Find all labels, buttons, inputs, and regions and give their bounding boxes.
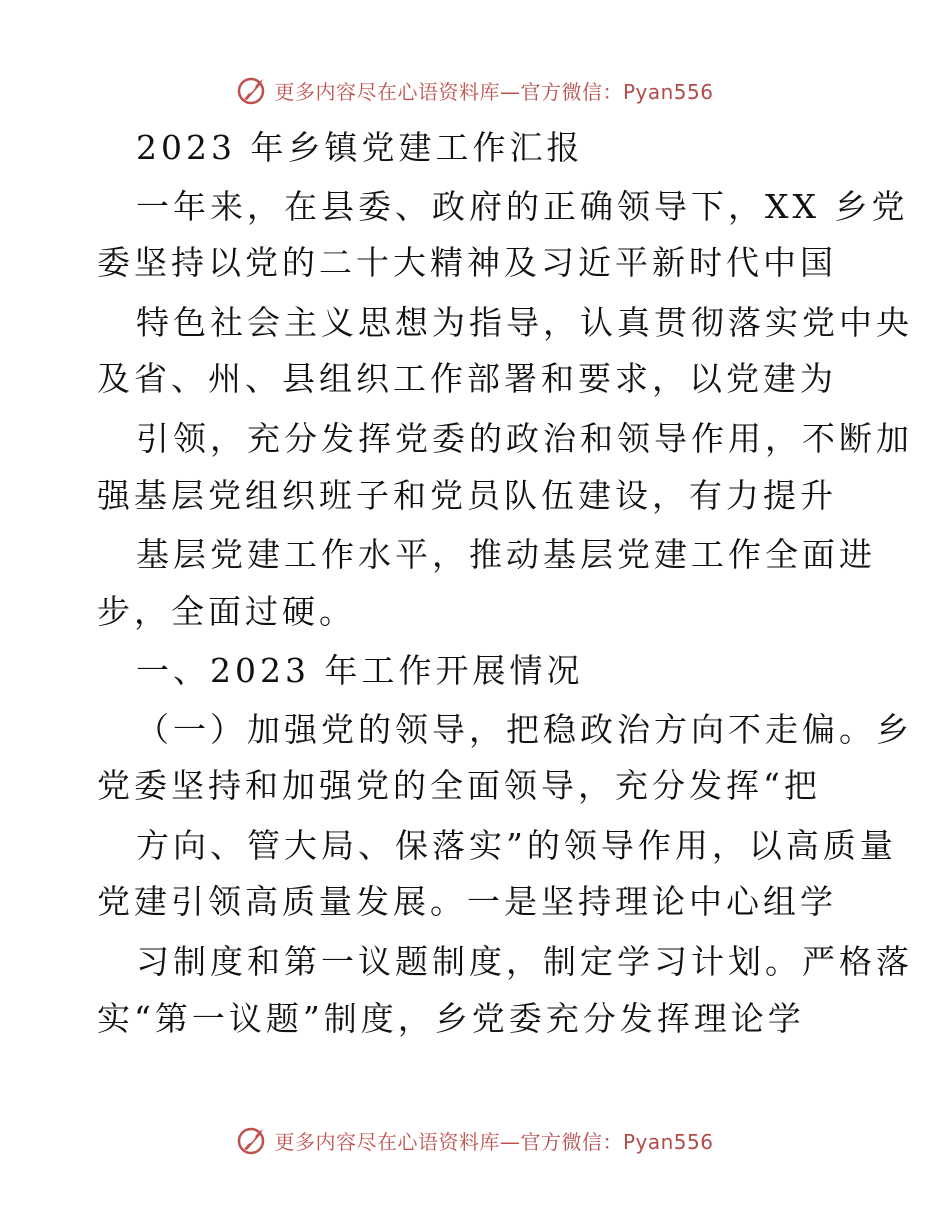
- paragraph-line: 习制度和第一议题制度，制定学习计划。严格落: [136, 942, 913, 981]
- paragraph-line: 及省、州、县组织工作部署和要求，以党建为: [97, 359, 837, 398]
- subsection-heading: （一）加强党的领导，把稳政治方向不走偏。乡: [136, 710, 913, 749]
- paragraph-line: 党委坚持和加强党的全面领导，充分发挥“把: [97, 766, 821, 805]
- paragraph-line: 基层党建工作水平，推动基层党建工作全面进: [136, 535, 876, 574]
- header-watermark: [0, 70, 950, 110]
- paragraph-line: 步，全面过硬。: [97, 592, 356, 631]
- paragraph-line: 委坚持以党的二十大精神及习近平新时代中国: [97, 243, 837, 282]
- watermark-wechat: 官方微信：Pyan556: [520, 1129, 714, 1154]
- section-heading: 一、2023 年工作开展情况: [136, 651, 584, 690]
- footer-watermark: [0, 1120, 950, 1160]
- paragraph-line: 方向、管大局、保落实”的领导作用，以高质量: [136, 826, 897, 865]
- paragraph-line: 特色社会主义思想为指导，认真贯彻落实党中央: [136, 303, 913, 342]
- paragraph-line: 引领，充分发挥党委的政治和领导作用，不断加: [136, 419, 913, 458]
- paragraph-line: 党建引领高质量发展。一是坚持理论中心组学: [97, 882, 837, 921]
- document-title: 2023 年乡镇党建工作汇报: [136, 128, 584, 167]
- watermark-main: 更多内容尽在心语资料库: [274, 79, 500, 104]
- watermark-main: 更多内容尽在心语资料库: [274, 1129, 500, 1154]
- watermark-text: [274, 1126, 713, 1155]
- paragraph-line: 一年来，在县委、政府的正确领导下，XX 乡党: [136, 187, 909, 226]
- watermark-separator: —: [499, 79, 521, 104]
- pen-logo-icon: [236, 73, 270, 107]
- paragraph-line: 强基层党组织班子和党员队伍建设，有力提升: [97, 476, 837, 515]
- watermark-separator: —: [499, 1129, 521, 1154]
- watermark-text: [274, 76, 713, 105]
- paragraph-line: 实“第一议题”制度，乡党委充分发挥理论学: [97, 999, 805, 1038]
- pen-logo-icon: [236, 1123, 270, 1157]
- watermark-wechat: 官方微信：Pyan556: [520, 79, 714, 104]
